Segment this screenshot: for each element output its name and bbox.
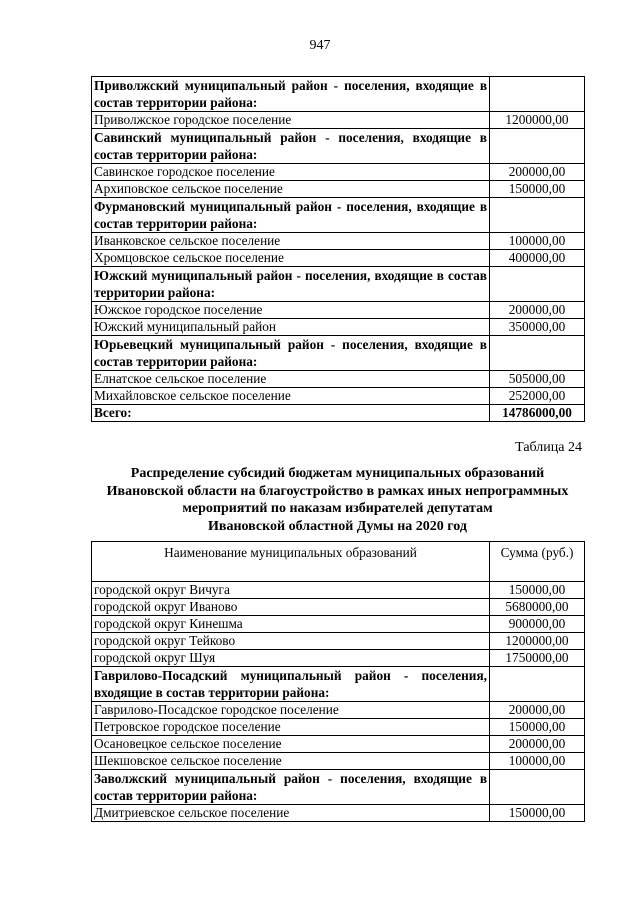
row-amount-cell: 900000,00 (490, 616, 585, 633)
row-name-cell: Савинский муниципальный район - поселения, входящие в состав территории района: (92, 129, 490, 164)
row-name-cell: Южское городское поселение (92, 302, 490, 319)
table-row (92, 250, 585, 267)
row-name-cell: городской округ Кинешма (92, 616, 490, 633)
table-row (92, 164, 585, 181)
row-name-cell: Юрьевецкий муниципальный район - поселения, входящие в состав территории района: (92, 336, 490, 371)
table-row (92, 582, 585, 599)
table-row (92, 719, 585, 736)
row-name-cell: Гаврилово-Посадское городское поселение (92, 702, 490, 719)
row-amount-cell (490, 77, 585, 112)
row-amount-cell: 150000,00 (490, 805, 585, 822)
table-row (92, 371, 585, 388)
table-label: Таблица 24 (515, 440, 582, 455)
table-row (92, 302, 585, 319)
row-name-cell: Архиповское сельское поселение (92, 181, 490, 198)
row-amount-cell: 350000,00 (490, 319, 585, 336)
table-row (92, 599, 585, 616)
district-group-row (92, 77, 585, 112)
row-amount-cell: 150000,00 (490, 181, 585, 198)
table-row (92, 112, 585, 129)
row-amount-cell: 1200000,00 (490, 633, 585, 650)
row-name-cell: городской округ Вичуга (92, 582, 490, 599)
total-row (92, 405, 585, 422)
caption-line: Распределение субсидий бюджетам муниципальных образований (130, 466, 545, 481)
row-amount-cell: 252000,00 (490, 388, 585, 405)
row-name-cell: Петровское городское поселение (92, 719, 490, 736)
table-header-row (92, 542, 585, 582)
row-name-cell: Приволжское городское поселение (92, 112, 490, 129)
table-row (92, 616, 585, 633)
row-name-cell: Заволжский муниципальный район - поселения, входящие в состав территории района: (92, 770, 490, 805)
row-name-cell: городской округ Иваново (92, 599, 490, 616)
row-name-cell: Всего: (92, 405, 490, 422)
row-amount-cell (490, 129, 585, 164)
table-row (92, 633, 585, 650)
table-row (92, 319, 585, 336)
table-row (92, 805, 585, 822)
table-row (92, 233, 585, 250)
row-name-cell: Михайловское сельское поселение (92, 388, 490, 405)
row-name-cell: Хромцовское сельское поселение (92, 250, 490, 267)
table-row (92, 388, 585, 405)
table-caption (91, 465, 584, 535)
row-amount-cell: 200000,00 (490, 702, 585, 719)
row-amount-cell: 400000,00 (490, 250, 585, 267)
row-amount-cell: 1200000,00 (490, 112, 585, 129)
row-amount-cell: 1750000,00 (490, 650, 585, 667)
row-amount-cell (490, 336, 585, 371)
caption-line: Ивановской областной Думы на 2020 год (208, 518, 467, 534)
header-amount-cell: Сумма (руб.) (490, 542, 585, 582)
row-amount-cell: 505000,00 (490, 371, 585, 388)
table-row (92, 753, 585, 770)
row-name-cell: Осановецкое сельское поселение (92, 736, 490, 753)
row-amount-cell (490, 198, 585, 233)
row-amount-cell: 200000,00 (490, 164, 585, 181)
row-amount-cell: 100000,00 (490, 753, 585, 770)
row-name-cell: Гаврилово-Посадский муниципальный район - поселения, входящие в состав территории района: (92, 667, 490, 702)
row-name-cell: Южский муниципальный район (92, 319, 490, 336)
table-row (92, 181, 585, 198)
row-amount-cell: 200000,00 (490, 736, 585, 753)
district-group-row (92, 667, 585, 702)
row-amount-cell: 5680000,00 (490, 599, 585, 616)
row-name-cell: Дмитриевское сельское поселение (92, 805, 490, 822)
row-name-cell: Савинское городское поселение (92, 164, 490, 181)
caption-line: Ивановской области на благоустройство в рамках иных непрограммных (106, 483, 569, 499)
row-amount-cell: 14786000,00 (490, 405, 585, 422)
row-name-cell: Иванковское сельское поселение (92, 233, 490, 250)
row-name-cell: Приволжский муниципальный район - поселения, входящие в состав территории района: (92, 77, 490, 112)
row-amount-cell: 150000,00 (490, 582, 585, 599)
table-row (92, 650, 585, 667)
table-row (92, 736, 585, 753)
district-group-row (92, 129, 585, 164)
district-group-row (92, 267, 585, 302)
subsidy-table-continued (91, 76, 585, 422)
table-row (92, 702, 585, 719)
row-amount-cell: 100000,00 (490, 233, 585, 250)
district-group-row (92, 198, 585, 233)
caption-line: мероприятий по наказам избирателей депутатам (182, 501, 493, 516)
row-amount-cell (490, 267, 585, 302)
row-name-cell: Фурмановский муниципальный район - поселения, входящие в состав территории района: (92, 198, 490, 233)
row-amount-cell (490, 770, 585, 805)
row-name-cell: Южский муниципальный район - поселения, входящие в состав территории района: (92, 267, 490, 302)
row-name-cell: Елнатское сельское поселение (92, 371, 490, 388)
row-amount-cell (490, 667, 585, 702)
row-amount-cell: 200000,00 (490, 302, 585, 319)
row-name-cell: Шекшовское сельское поселение (92, 753, 490, 770)
header-name-cell: Наименование муниципальных образований (92, 542, 490, 582)
row-name-cell: городской округ Тейково (92, 633, 490, 650)
row-amount-cell: 150000,00 (490, 719, 585, 736)
district-group-row (92, 770, 585, 805)
subsidy-table-24 (91, 541, 585, 822)
page-number: 947 (309, 38, 331, 53)
district-group-row (92, 336, 585, 371)
row-name-cell: городской округ Шуя (92, 650, 490, 667)
